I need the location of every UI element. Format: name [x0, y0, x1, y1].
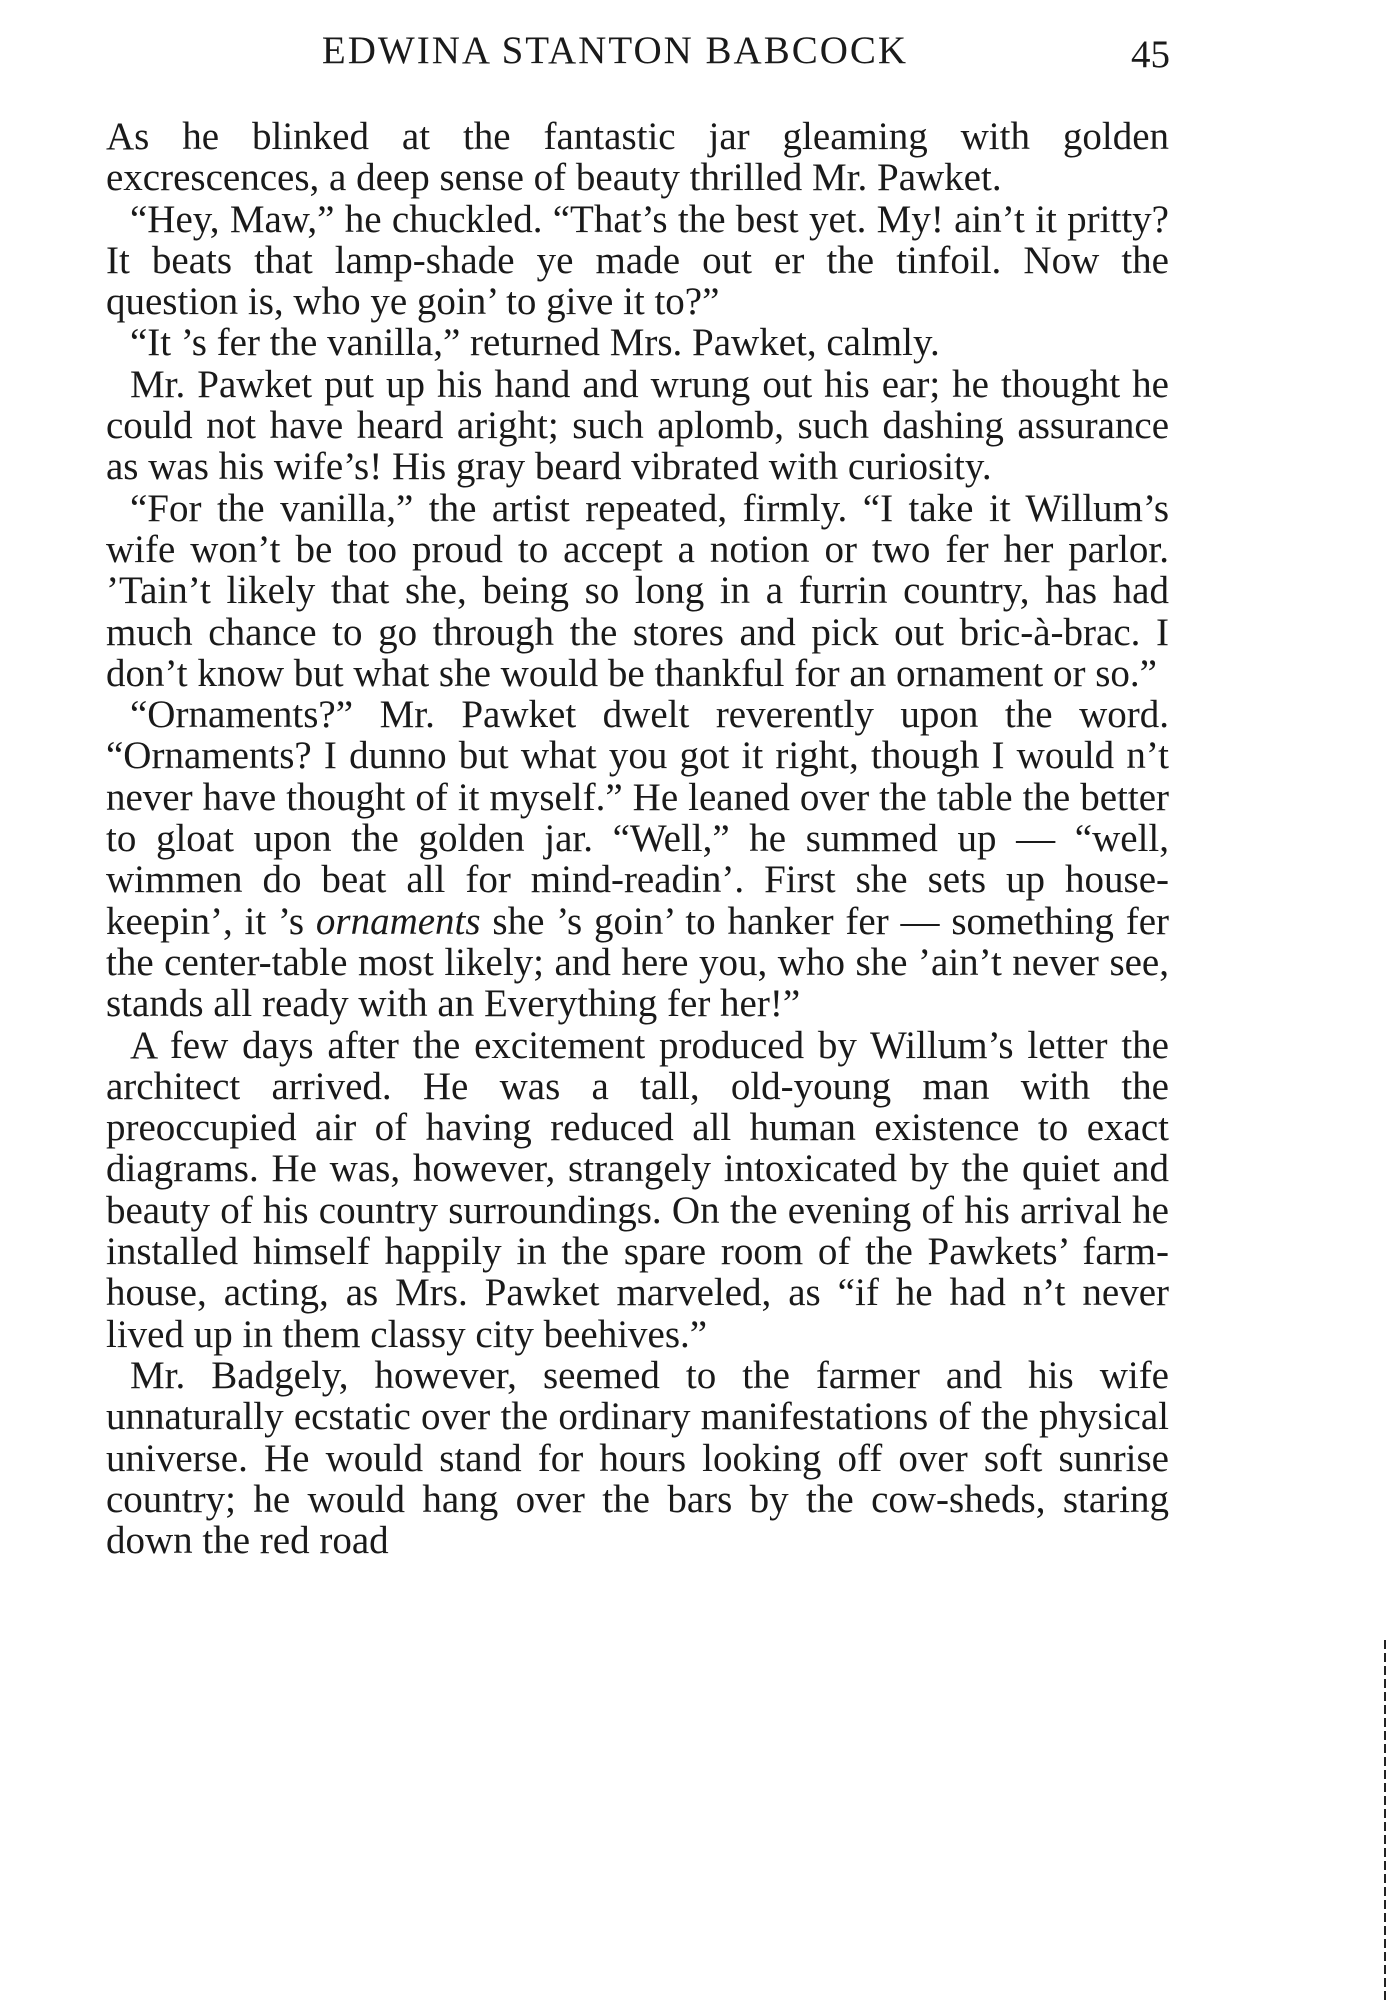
scan-edge-mark — [1384, 1640, 1386, 2000]
paragraph: “It ’s fer the vanilla,” returned Mrs. Pawket, calmly. — [130, 321, 940, 365]
paragraph: As he blinked at the fantastic jar gleaming with golden excrescences, a deep sense of beauty thrilled Mr. Pawket. — [106, 115, 1169, 200]
paragraph: Mr. Badgely, however, seemed to the farmer and his wife unnaturally ecstatic over the ordinary manifestations of the physical universe. He would stand for hours looking off over soft sunrise country; he would hang over the bars by the cow-sheds, staring down the red road — [106, 1353, 1169, 1563]
paragraph-text: she ’s goin’ to hanker fer — something fer the center-table most likely; and here you, who she ’ain’t never see, stands all ready with an Everything fer her!” — [106, 899, 1169, 1026]
paragraph: “For the vanilla,” the artist repeated, firmly. “I take it Willum’s wife won’t be too proud to accept a notion or two fer her parlor. ’Tain’t likely that she, being so long in a furrin country, has had much chance to go through the stores and pick out bric-à-brac. I don’t know but what she would be thankful for an ornament or so.” — [106, 486, 1169, 695]
paragraph — [106, 694, 1169, 1024]
emphasized-word: ornaments — [315, 899, 481, 943]
paragraph: “Hey, Maw,” he chuckled. “That’s the best yet. My! ain’t it pritty? It beats that lamp-shade ye made out er the tinfoil. Now the question is, who ye goin’ to give it to?” — [106, 197, 1169, 324]
page-number: 45 — [1131, 33, 1170, 76]
paragraph-text: “Ornaments?” Mr. Pawket dwelt reverently upon the word. “Ornaments? I dunno but what you got it right, though I would n’t never have thought of it myself.” He leaned over the table the better to gloat upon the golden jar. “Well,” he summed up — “well, wimmen do beat all for mind-readin’. First she sets up house-keepin’, it ’s — [106, 693, 1169, 943]
body-text — [106, 116, 1169, 1561]
paragraph: A few days after the excitement produced by Willum’s letter the architect arrived. He was a tall, old-young man with the preoccupied air of having reduced all human existence to exact diagrams. He was, however, strangely intoxicated by the quiet and beauty of his country surroundings. On the evening of his arrival he installed himself happily in the spare room of the Pawkets’ farm-house, acting, as Mrs. Pawket marveled, as “if he had n’t never lived up in them classy city beehives.” — [106, 1023, 1169, 1356]
running-head: EDWINA STANTON BABCOCK — [321, 29, 909, 72]
page-header — [130, 28, 1170, 88]
paragraph: Mr. Pawket put up his hand and wrung out his ear; he thought he could not have heard aright; such aplomb, such dashing assurance as was his wife’s! His gray beard vibrated with curiosity. — [106, 362, 1169, 489]
